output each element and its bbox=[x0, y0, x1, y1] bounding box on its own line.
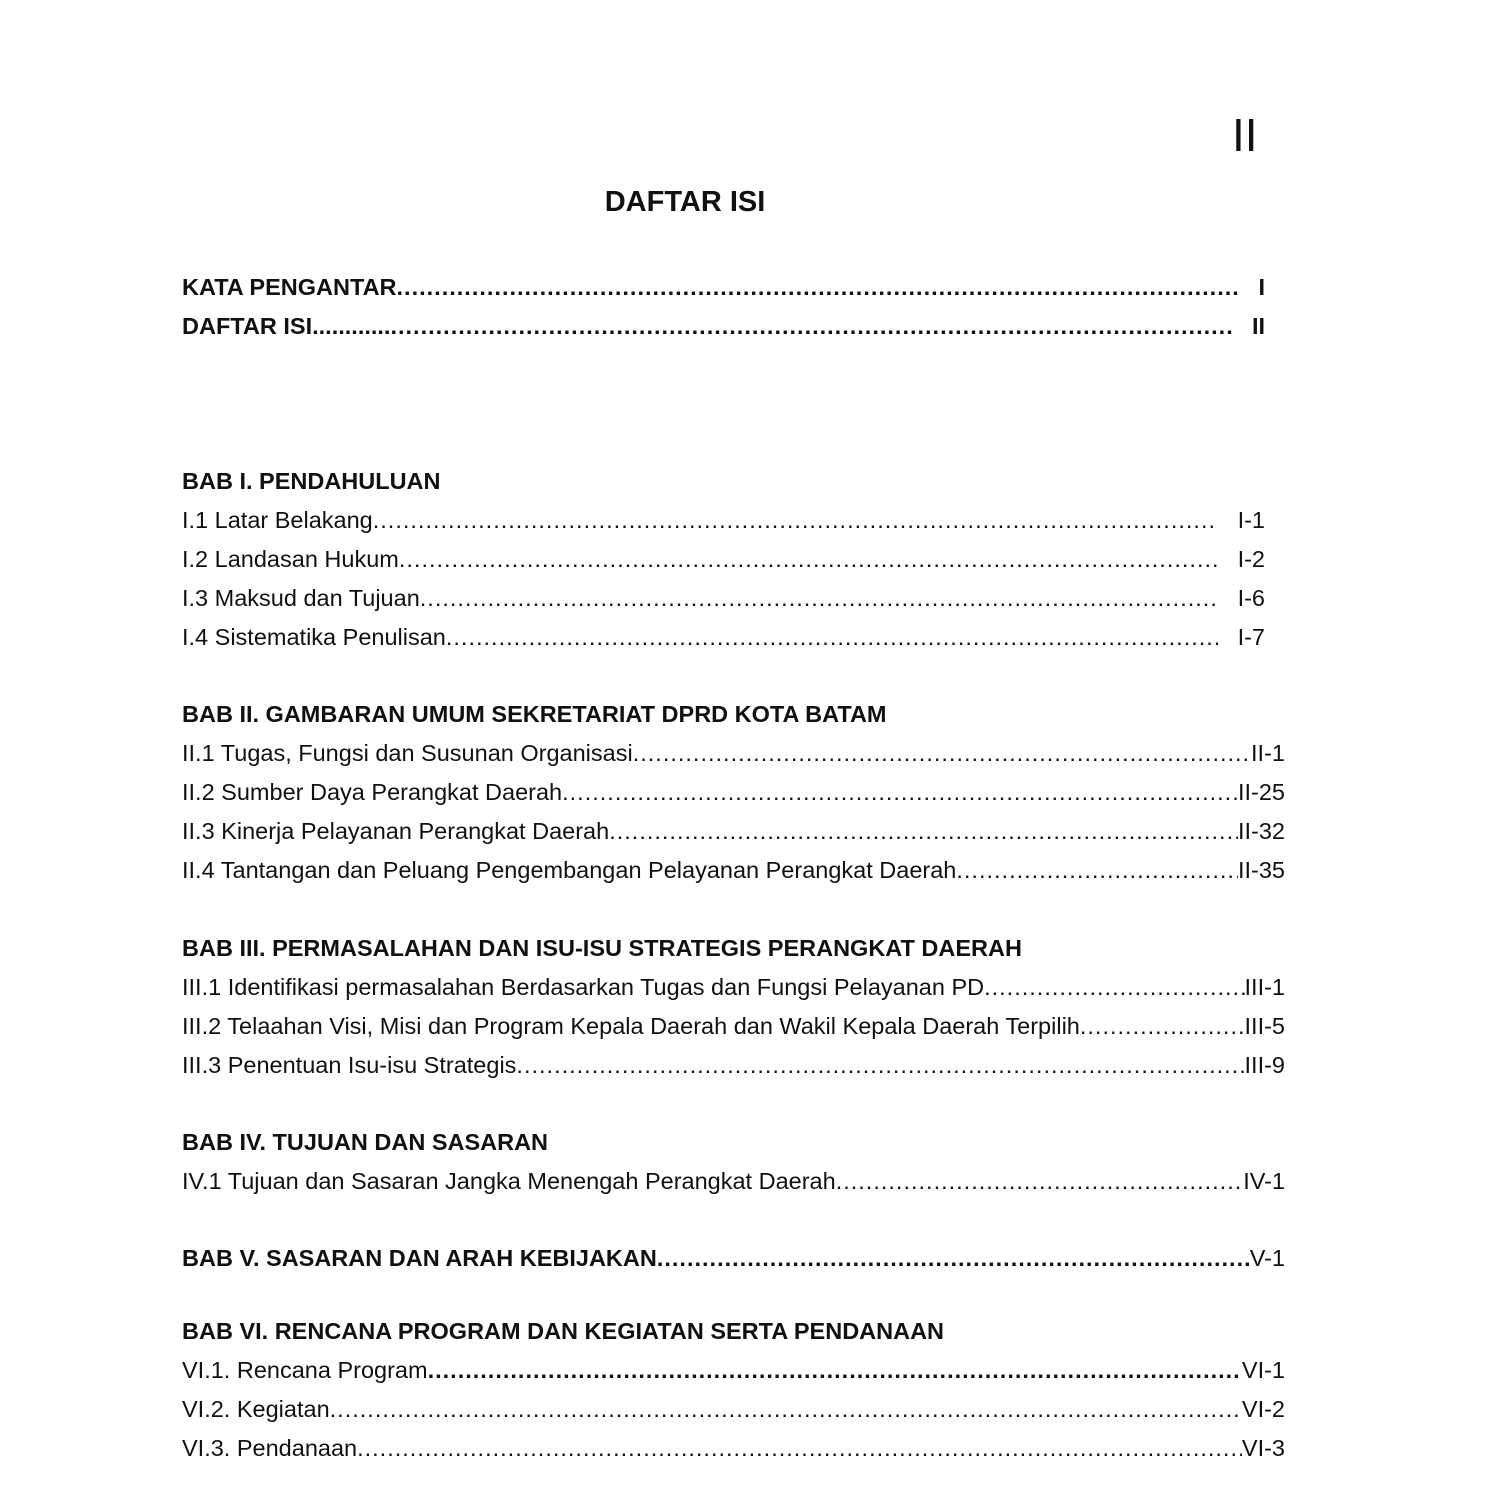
dot-leader bbox=[1080, 1011, 1245, 1041]
toc-page: I-2 bbox=[1237, 546, 1265, 572]
toc-page: III-9 bbox=[1244, 1052, 1285, 1078]
dot-leader bbox=[373, 505, 1218, 535]
toc-entry[interactable] bbox=[182, 1243, 1285, 1273]
toc-entry[interactable] bbox=[182, 738, 1285, 768]
toc-entry[interactable] bbox=[182, 1394, 1285, 1424]
dot-leader bbox=[956, 855, 1238, 885]
toc-label: I.4 Sistematika Penulisan bbox=[182, 624, 446, 650]
toc-page: I bbox=[1258, 274, 1265, 300]
toc-entry[interactable] bbox=[182, 1166, 1285, 1196]
dot-leader bbox=[428, 1355, 1242, 1385]
toc-page: VI-3 bbox=[1241, 1435, 1285, 1461]
toc-entry[interactable] bbox=[182, 1433, 1285, 1463]
toc-page: III-5 bbox=[1244, 1013, 1285, 1039]
chapter-heading[interactable]: BAB I. PENDAHULUAN bbox=[182, 468, 441, 494]
toc-label: VI.3. Pendanaan bbox=[182, 1435, 358, 1461]
toc-entry[interactable] bbox=[182, 505, 1265, 535]
chapter-heading[interactable]: BAB II. GAMBARAN UMUM SEKRETARIAT DPRD KOTA BATAM bbox=[182, 701, 887, 727]
toc-page: I-7 bbox=[1237, 624, 1265, 650]
toc-entry[interactable] bbox=[182, 777, 1285, 807]
toc-label: III.2 Telaahan Visi, Misi dan Program Kepala Daerah dan Wakil Kepala Daerah Terpilih bbox=[182, 1013, 1080, 1039]
toc-entry[interactable] bbox=[182, 1011, 1285, 1041]
dot-leader bbox=[562, 777, 1238, 807]
toc-label: III.3 Penentuan Isu-isu Strategis bbox=[182, 1052, 517, 1078]
toc-entry[interactable] bbox=[182, 622, 1265, 652]
chapter-heading[interactable]: BAB VI. RENCANA PROGRAM DAN KEGIATAN SERTA PENDANAAN bbox=[182, 1318, 945, 1344]
toc-label: III.1 Identifikasi permasalahan Berdasarkan Tugas dan Fungsi Pelayanan PD bbox=[182, 974, 985, 1000]
toc-label: II.4 Tantangan dan Peluang Pengembangan Pelayanan Perangkat Daerah bbox=[182, 857, 957, 883]
toc-page: I-6 bbox=[1237, 585, 1265, 611]
toc-entry[interactable] bbox=[182, 272, 1265, 302]
toc-label: IV.1 Tujuan dan Sasaran Jangka Menengah Perangkat Daerah bbox=[182, 1168, 836, 1194]
dot-leader bbox=[446, 622, 1218, 652]
dot-leader bbox=[330, 1394, 1242, 1424]
toc-entry[interactable] bbox=[182, 855, 1285, 885]
toc-label: VI.1. Rencana Program bbox=[182, 1357, 428, 1383]
toc-label: II.2 Sumber Daya Perangkat Daerah bbox=[182, 779, 563, 805]
chapter-heading: BAB V. SASARAN DAN ARAH KEBIJAKAN bbox=[182, 1245, 657, 1271]
toc-label: VI.2. Kegiatan bbox=[182, 1396, 330, 1422]
toc-page: II-25 bbox=[1237, 779, 1285, 805]
toc-page: IV-1 bbox=[1243, 1168, 1285, 1194]
dot-leader bbox=[657, 1243, 1250, 1273]
chapter-heading[interactable]: BAB IV. TUJUAN DAN SASARAN bbox=[182, 1129, 549, 1155]
toc-label: II.1 Tugas, Fungsi dan Susunan Organisasi bbox=[182, 740, 633, 766]
toc-page: II bbox=[1251, 313, 1265, 339]
toc-page: V-1 bbox=[1249, 1245, 1285, 1271]
toc-label: I.2 Landasan Hukum bbox=[182, 546, 399, 572]
toc-entry[interactable] bbox=[182, 544, 1265, 574]
toc-page: I-1 bbox=[1237, 507, 1265, 533]
toc-entry[interactable] bbox=[182, 816, 1285, 846]
toc-page: VI-2 bbox=[1241, 1396, 1285, 1422]
toc-entry[interactable] bbox=[182, 1050, 1285, 1080]
toc-entry[interactable] bbox=[182, 972, 1285, 1002]
chapter-heading[interactable]: BAB III. PERMASALAHAN DAN ISU-ISU STRATEGIS PERANGKAT DAERAH bbox=[182, 935, 1022, 961]
dot-leader bbox=[984, 972, 1244, 1002]
toc-page: VI-1 bbox=[1241, 1357, 1285, 1383]
toc-label: DAFTAR ISI............ bbox=[182, 313, 391, 339]
dot-leader bbox=[516, 1050, 1244, 1080]
toc-page: II-32 bbox=[1237, 818, 1285, 844]
toc-entry[interactable] bbox=[182, 311, 1265, 341]
dot-leader bbox=[399, 544, 1218, 574]
toc-label: II.3 Kinerja Pelayanan Perangkat Daerah bbox=[182, 818, 610, 844]
toc-page: III-1 bbox=[1244, 974, 1285, 1000]
dot-leader bbox=[609, 816, 1238, 846]
toc-page: II-35 bbox=[1237, 857, 1285, 883]
dot-leader bbox=[836, 1166, 1244, 1196]
toc-label: KATA PENGANTAR bbox=[182, 274, 397, 300]
toc-entry[interactable] bbox=[182, 583, 1265, 613]
toc-label: I.3 Maksud dan Tujuan bbox=[182, 585, 420, 611]
page-title: DAFTAR ISI bbox=[604, 186, 766, 218]
dot-leader bbox=[397, 272, 1239, 302]
dot-leader bbox=[633, 738, 1251, 768]
toc-label: I.1 Latar Belakang bbox=[182, 507, 373, 533]
dot-leader bbox=[390, 311, 1231, 341]
dot-leader bbox=[420, 583, 1218, 613]
dot-leader bbox=[357, 1433, 1242, 1463]
page-number: II bbox=[1232, 109, 1258, 161]
toc-entry[interactable] bbox=[182, 1355, 1285, 1385]
toc-page: II-1 bbox=[1251, 740, 1285, 766]
